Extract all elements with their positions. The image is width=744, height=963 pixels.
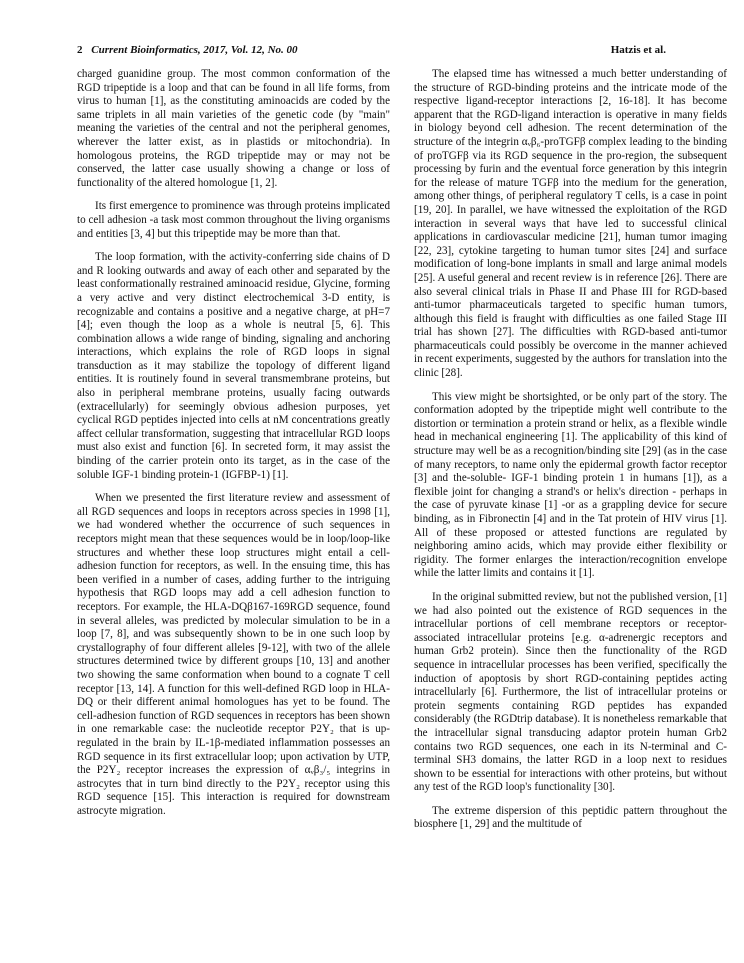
paragraph: In the original submitted review, but not the published version, [1] we had also pointed out the existence of RGD sequences in the intracellular portions of cell membrane receptors or receptor-associated intracellular proteins [e.g. α-adrenergic receptors and human Grb2 protein). Since then the functionality of the RGD sequence in intracellular processes has been verified, specifically the induction of apoptosis by short RGD-containing peptides acting intracellularly [6]. Furthermore, the list of intracellular proteins or protein segments containing RGD peptides has expanded considerably (the RGDtrip database). It is nonetheless remarkable that the intracellular signal transducing adaptor protein human Grb2 contains two RGD sequences, one each in its N-terminal and C-terminal SH3 domains, the latter RGD in a loop next to residues shown to be essential for interactions with other proteins, but without any test of the RGD loop's functionality [30].	[414, 590, 727, 794]
paragraph: The elapsed time has witnessed a much better understanding of the structure of RGD-binding proteins and the intricate mode of the respective ligand-receptor interactions [2, 16-18]. It has become apparent that the RGD-ligand interaction is operative in many fields in biology beyond cell adhesion. The recent determination of the structure of the integrin αᵥβ₆-proTGFβ complex leading to the binding of proTGFβ via its RGD sequence in the pro-region, the subsequent processing by furin and the eventual force generation by this integrin for the release of mature TGFβ into the medium for the generation, among other things, of peripheral regulatory T cells, is a case in point [19, 20]. In parallel, we have witnessed the exploitation of the RGD interaction in several ways that have led to successful clinical applications in cardiovascular medicine [21], human tumor imaging [22, 23], cytokine targeting to human tumor sites [24] and surface modification of long-bone implants in small and large animal models [25]. A useful general and recent review is in reference [26]. There are also several clinical trials in Phase II and Phase III for RGD-based anti-tumor pharmaceuticals targeted to specific human tumors, although this field is fraught with difficulties as one failed Stage III trial has shown [27]. The difficulties with RGD-based anti-tumor pharmaceuticals could possibly be overcome in the manner achieved in recent experiments, suggested by the authors for translation into the clinic [28].	[414, 68, 727, 380]
paragraph: Its first emergence to prominence was through proteins implicated to cell adhesion -a task most common throughout the living organisms and entities [3, 4] but this tripeptide may be more than that.	[77, 200, 390, 240]
left-column	[77, 68, 390, 828]
paragraph: The loop formation, with the activity-conferring side chains of D and R looking outwards and away of each other and separated by the least conformationally restrained aminoacid residue, Glycine, forming a very active and very distinct electrochemical 3-D entity, is recognizable and contains a positive and a negative charge, at pH=7 [4]; even though the loop as a whole is neutral [5, 6]. This combination allows a wide range of binding, signaling and anchoring interactions, which explains the role of RGD loops in signal transduction as it may stabilize the topology of different ligand entities. It is routinely found in several transmembrane proteins, but also in peripheral membrane proteins, usually facing outwards (extracellularly) for seemingly obvious adhesion purposes, yet cyclical RGD peptides injected into cells at nM concentrations greatly affect cellular transformation, suggesting that intracellular RGD loops must also exist and function [6]. In secreted form, it may assist the binding of the carrier protein onto its target, as in the case of the soluble IGF-1 binding protein-1 (IGFBP-1) [1].	[77, 251, 390, 481]
running-header	[77, 44, 666, 60]
page-number: 2	[77, 44, 83, 56]
paragraph: This view might be shortsighted, or be only part of the story. The conformation adopted by the tripeptide might well contribute to the distortion or termination a protein strand or helix, as a flexible windle head in mechanical engineering [1]. The applicability of this kind of structure may well be as a recognition/binding site [29] (as in the case of many receptors, to name only the epidermal growth factor receptor [3] and the-soluble- IGF-1 binding protein 1 in humans [1]), as a flexible joint for changing a strand's or helix's direction - perhaps in the case of pyruvate kinase [1] -or as a grappling device for secure binding, as in Fibronectin [4] and in the Tat protein of HIV virus [1]. All of these proposed or attested functions are regulated by neighboring amino acids, which may provide either flexibility or rigidity. The former enlarges the interaction/recognition envelope while the latter limits and contains it [1].	[414, 390, 727, 580]
header-left	[77, 44, 298, 56]
journal-citation: Current Bioinformatics, 2017, Vol. 12, No. 00	[91, 44, 298, 56]
paragraph: The extreme dispersion of this peptidic pattern throughout the biosphere [1, 29] and the multitude of	[414, 804, 727, 831]
paragraph: charged guanidine group. The most common conformation of the RGD tripeptide is a loop and that can be found in all life forms, from virus to human [1], as the constituting aminoacids are coded by the same triplets in all main varieties of the genetic code (by "main" meaning the varieties of the central and not the peripheral genomes, wherever the latter exist, as in plastids or mitochondria). In homologous proteins, the RGD tripeptide may or may not be conserved, the latter case usually showing a change or loss of functionality of the altered homologue [1, 2].	[77, 68, 390, 189]
paragraph: When we presented the first literature review and assessment of all RGD sequences and loops in receptors across species in 1998 [1], we had wondered whether the occurrence of such sequences in receptors might mean that these sequences would be in loop/loop-like structures and whether these loop structures might entail a cell-adhesion function for receptors, as well. In the ensuing time, this has been verified in a number of cases, adding further to the intriguing hypothesis that RGD loops may add a cell adhesion function to receptors. For example, the HLA-DQβ167-169RGD sequence, found in several alleles, was predicted by molecular simulation to be in a loop [7, 8], and was subsequently shown to be in one such loop by crystallography of four different alleles [9-12], with two of the allele structures determined twice by different groups [10, 13] and another two showing the same conformation when bound to a cognate T cell receptor [13, 14]. A function for this well-defined RGD loop in HLA-DQ or their different animal homologues has yet to be found. The cell-adhesion function of RGD sequences in receptors has been shown in one remarkable case: the nucleotide receptor P2Y₂ that is up-regulated in the brain by IL-1β-mediated inflammation possesses an RGD sequence in its first extracellular loop; upon activation by UTP, the P2Y₂ receptor increases the expression of αᵥβ₃/₅ integrins in astrocytes that in turn bind directly to the P2Y₂ receptor using this RGD sequence [15]. This interaction is required for downstream astrocyte migration.	[77, 492, 390, 817]
right-column	[414, 68, 727, 842]
header-authors: Hatzis et al.	[610, 44, 666, 56]
